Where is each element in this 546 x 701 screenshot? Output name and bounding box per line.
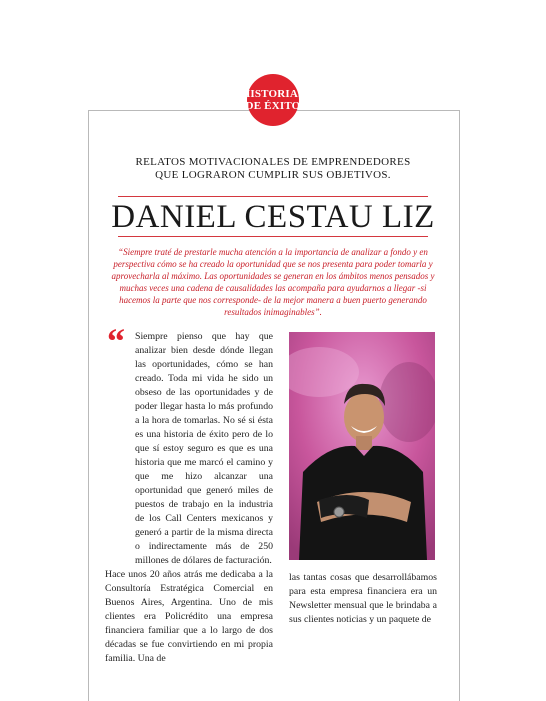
subtitle-line-1: RELATOS MOTIVACIONALES DE EMPRENDEDORES — [135, 156, 411, 168]
quote-mark-icon: “ — [107, 321, 125, 361]
subtitle — [100, 156, 446, 182]
section-badge — [241, 74, 305, 126]
badge-line-2: DE ÉXITO — [245, 100, 301, 112]
portrait-illustration — [289, 332, 435, 560]
rule-bottom — [118, 236, 428, 237]
body-column-2: las tantas cosas que desarrollábamos para esta empresa financiera era un Newsletter mensual que le brindaba a sus clientes noticias y un paquete de — [289, 572, 437, 625]
pull-quote: “Siempre traté de prestarle mucha atención a la importancia de analizar a fondo y en perspectiva cómo se ha creado la oportunidad que se nos presenta para poder tomarla y aprovecharla al máximo. Las oportunidades se generan en los ámbitos menos pensados y muchas veces una cadena de causalidades las acompaña para ayudarnos a llegar -si hacemos la parte que nos corresponde- de la mejor manera a buen puerto generando resultados inimaginables”. — [111, 247, 435, 317]
badge-text — [242, 88, 305, 112]
rule-top — [118, 196, 428, 197]
subtitle-line-2: QUE LOGRARON CUMPLIR SUS OBJETIVOS. — [155, 169, 391, 181]
portrait-photo — [289, 332, 435, 560]
body-paragraph-2: Hace unos 20 años atrás me dedicaba a la Consultoría Estratégica Comercial en Buenos Aires, Argentina. Uno de mis clientes era Policrédito una empresa financiera familiar que a lo largo de dos décadas se fue convirtiendo en mi propia familia. Una de — [105, 569, 273, 664]
badge-line-1: HISTORIAS — [241, 88, 305, 100]
person-name: DANIEL CESTAU LIZ — [111, 199, 435, 235]
body-paragraph-1: Siempre pienso que hay que analizar bien desde dónde llegan las oportunidades, cómo se han creado. Toda mi vida he sido un obseso de las oportunidades y de poder llegar hasta lo más profundo a la hora de tomarlas. No sé si ésta es una historia de éxito pero de lo que sí estoy seguro es que es una historia que me marcó el camino y que me hizo alcanzar una oportunidad que generó miles de puestos de trabajo en la industria de los Call Centers mexicanos y generó a partir de la misma directa o indirectamente más de 250 millones de dólares de facturación. — [135, 331, 273, 566]
body-column-1 — [105, 330, 273, 666]
